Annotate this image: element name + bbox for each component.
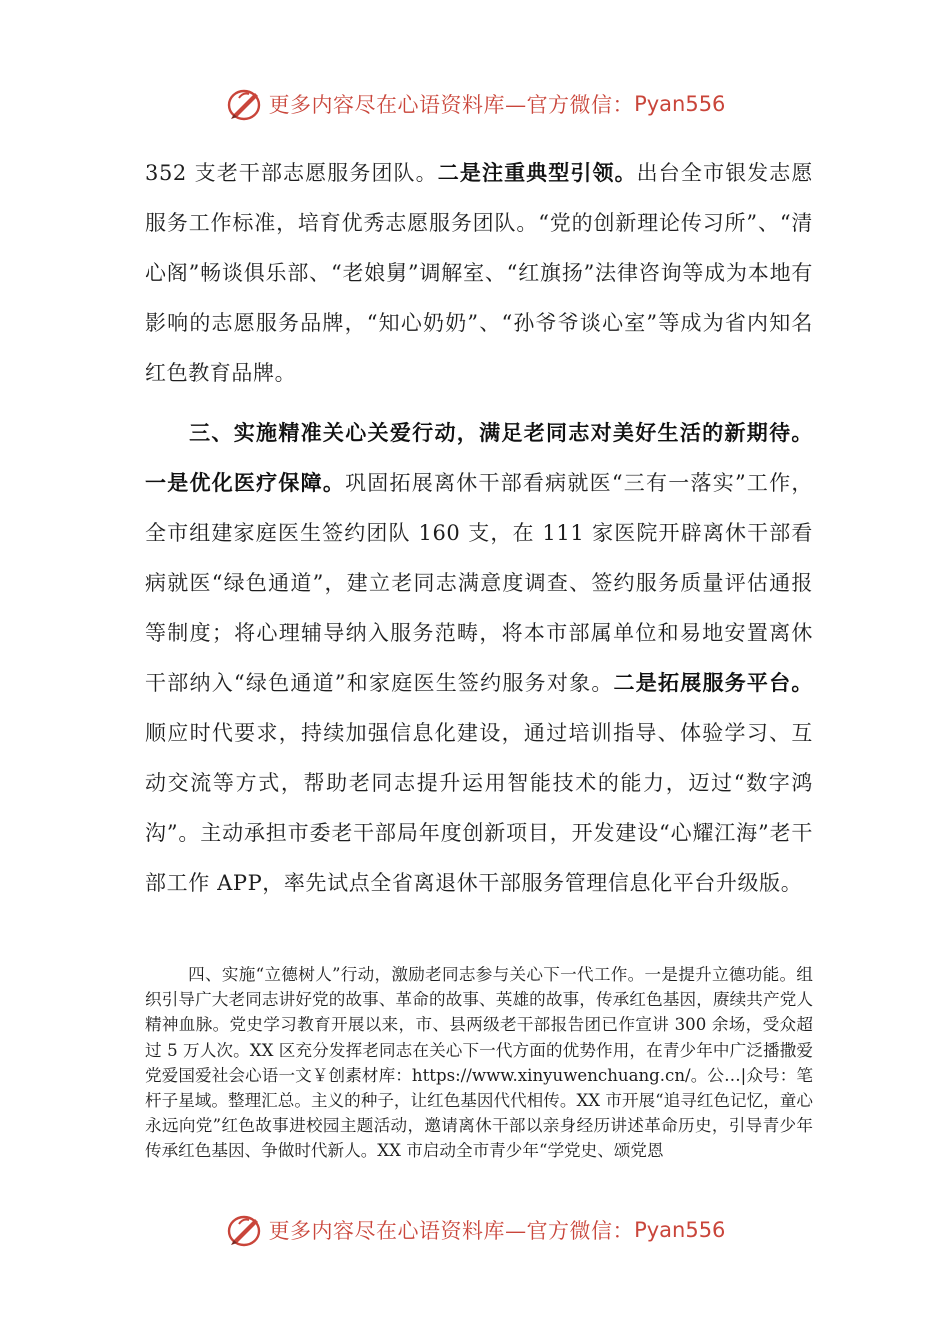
banner-separator: —官方微信：: [505, 93, 635, 117]
pen-logo-icon: [225, 84, 265, 124]
paragraph-2: [145, 408, 813, 908]
document-body: [145, 148, 813, 908]
para1-text: 出台全市银发志愿服务工作标准，培育优秀志愿服务团队。“党的创新理论传习所”、“清心阁”畅谈俱乐部、“老娘舅”调解室、“红旗扬”法律咨询等成为本地有影响的志愿服务品牌，“知心奶奶”、“孙爷爷谈心室”等成为省内知名红色教育品牌。: [145, 161, 813, 385]
pen-logo-icon: [225, 1210, 265, 1250]
para2-text-2: 顺应时代要求，持续加强信息化建设，通过培训指导、体验学习、互动交流等方式，帮助老同志提升运用智能技术的能力，迈过“数字鸿沟”。主动承担市委老干部局年度创新项目，开发建设“心耀江海”老干部工作 APP，率先试点全省离退休干部服务管理信息化平台升级版。: [145, 721, 813, 895]
paragraph-1: [145, 148, 813, 398]
section-3-heading: 三、实施精准关心关爱行动，满足老同志对美好生活的新期待。: [189, 420, 813, 445]
banner-title: 更多内容尽在心语资料库: [268, 93, 506, 117]
banner-separator: —官方微信：: [505, 1219, 635, 1243]
banner-title: 更多内容尽在心语资料库: [268, 1219, 506, 1243]
banner-wechat-id: Pyan556: [634, 1218, 726, 1242]
para2-text-1: 巩固拓展离休干部看病就医“三有一落实”工作，全市组建家庭医生签约团队 160 支，在 111 家医院开辟离休干部看病就医“绿色通道”，建立老同志满意度调查、签约服务质量评估通报等制度；将心理辅导纳入服务范畴，将本市部属单位和易地安置离休干部纳入“绿色通道”和家庭医生签约服务对象。: [145, 471, 813, 695]
para1-lead: 352 支老干部志愿服务团队。: [145, 161, 438, 185]
footer-banner: [0, 1208, 950, 1252]
header-banner: [0, 82, 950, 126]
para2-bold-1: 一是优化医疗保障。: [145, 470, 346, 495]
para2-bold-2: 二是拓展服务平台。: [613, 670, 813, 695]
banner-wechat-id: Pyan556: [634, 92, 726, 116]
paragraph-3: 四、实施“立德树人”行动，激励老同志参与关心下一代工作。一是提升立德功能。组织引导广大老同志讲好党的故事、革命的故事、英雄的故事，传承红色基因，赓续共产党人精神血脉。党史学习教育开展以来，市、县两级老干部报告团已作宣讲 300 余场，受众超过 5 万人次。XX 区充分发挥老同志在关心下一代方面的优势作用，在青少年中广泛播撒爱党爱国爱社会心语一文￥创素材库：https://www.xinyuwenchuang.cn/。公…|众号：笔杆子星域。整理汇总。主义的种子，让红色基因代代相传。XX 市开展“追寻红色记忆，童心永远向党”红色故事进校园主题活动，邀请离休干部以亲身经历讲述革命历史，引导青少年传承红色基因、争做时代新人。XX 市启动全市青少年“学党史、颂党恩: [145, 965, 813, 1161]
para1-bold: 二是注重典型引领。: [437, 160, 637, 185]
